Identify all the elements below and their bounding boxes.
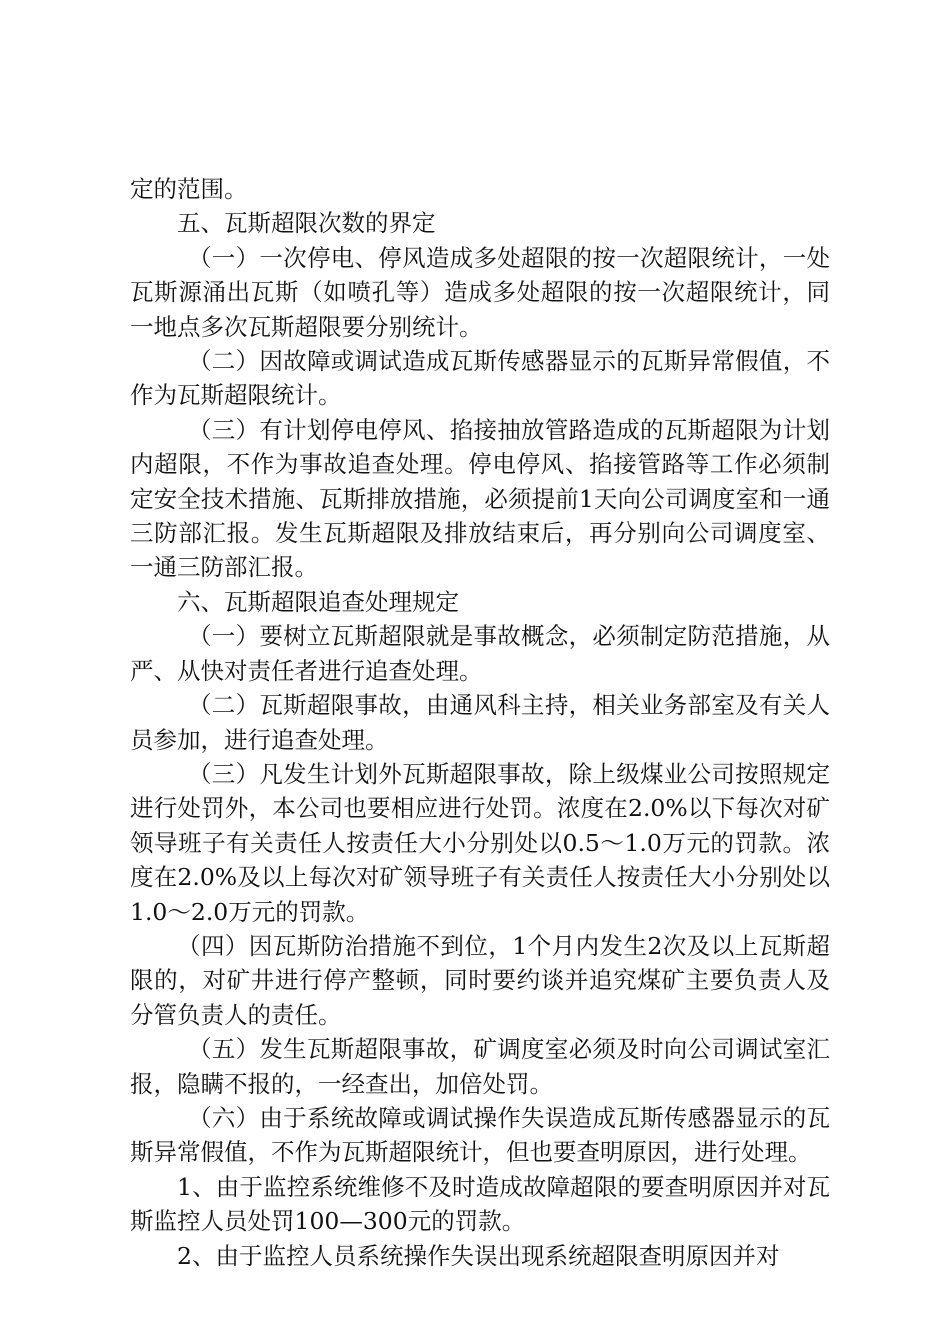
paragraph-six-4: （四）因瓦斯防治措施不到位，1个月内发生2次及以上瓦斯超限的，对矿井进行停产整顿，同时要约谈并追究煤矿主要负责人及分管负责人的责任。 [130,931,830,1029]
paragraph-six-3: （三）凡发生计划外瓦斯超限事故，除上级煤业公司按照规定进行处罚外，本公司也要相应进行处罚。浓度在2.0%以下每次对矿领导班子有关责任人按责任大小分别处以0.5～1.0万元的罚款。浓度在2.0%及以上每次对矿领导班子有关责任人按责任大小分别处以1.0～2.0万元的罚款。 [130,759,830,926]
list-item-1: 1、由于监控系统维修不及时造成故障超限的要查明原因并对瓦斯监控人员处罚100—300元的罚款。 [130,1172,830,1236]
paragraph-six-5: （五）发生瓦斯超限事故，矿调度室必须及时向公司调试室汇报，隐瞒不报的，一经查出，加倍处罚。 [130,1035,830,1098]
document-body [130,172,830,1273]
paragraph-five-2: （二）因故障或调试造成瓦斯传感器显示的瓦斯异常假值，不作为瓦斯超限统计。 [130,347,830,410]
paragraph-five-1: （一）一次停电、停风造成多处超限的按一次超限统计，一处瓦斯源涌出瓦斯（如喷孔等）造成多处超限的按一次超限统计，同一地点多次瓦斯超限要分别统计。 [130,243,830,341]
section-heading-five: 五、瓦斯超限次数的界定 [177,209,436,238]
paragraph-six-2: （二）瓦斯超限事故，由通风科主持，相关业务部室及有关人员参加，进行追查处理。 [130,691,830,754]
section-heading-six: 六、瓦斯超限追查处理规定 [177,587,459,616]
paragraph-six-6: （六）由于系统故障或调试操作失误造成瓦斯传感器显示的瓦斯异常假值，不作为瓦斯超限统计，但也要查明原因，进行处理。 [130,1103,830,1167]
paragraph-continuation: 定的范围。 [130,175,248,203]
list-item-2: 2、由于监控人员系统操作失误出现系统超限查明原因并对 [177,1241,780,1270]
paragraph-six-1: （一）要树立瓦斯超限就是事故概念，必须制定防范措施，从严、从快对责任者进行追查处理。 [130,622,830,685]
paragraph-five-3: （三）有计划停电停风、掐接抽放管路造成的瓦斯超限为计划内超限，不作为事故追查处理。停电停风、掐接管路等工作必须制定安全技术措施、瓦斯排放措施，必须提前1天向公司调度室和一通三防部汇报。发生瓦斯超限及排放结束后，再分别向公司调度室、一通三防部汇报。 [130,415,830,582]
